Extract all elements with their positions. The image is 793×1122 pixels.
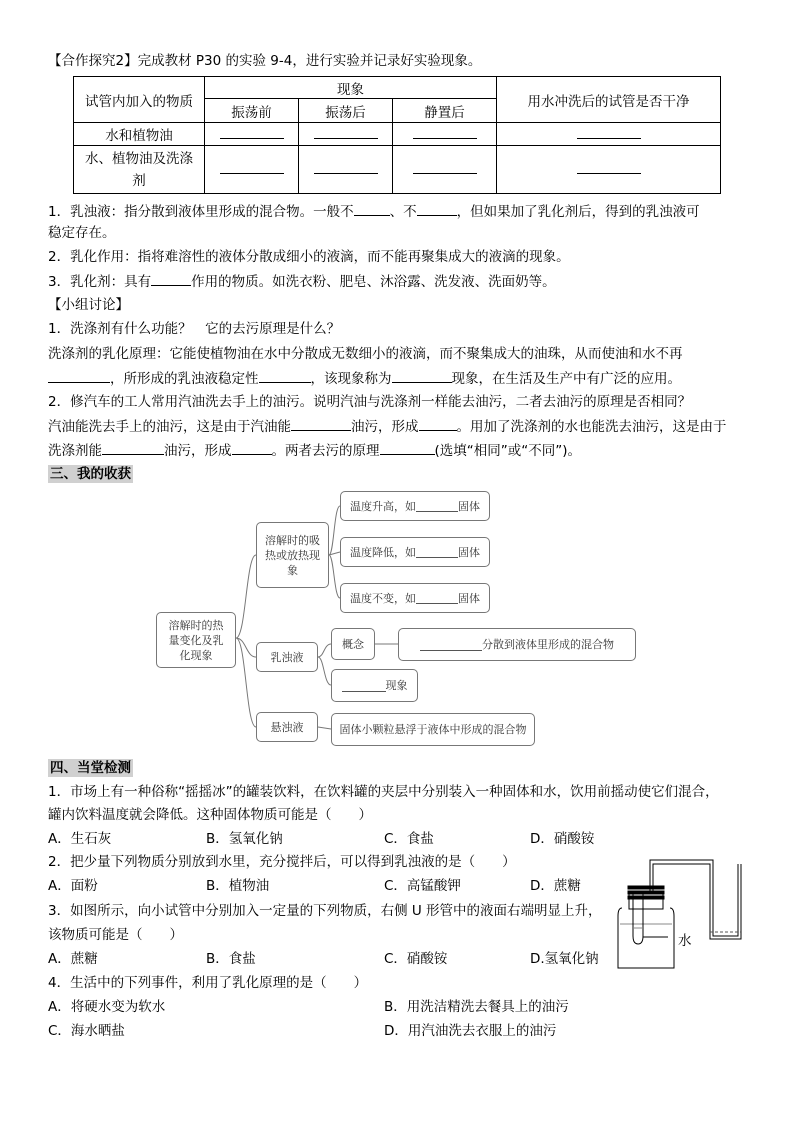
q3-option-d[interactable]: D.氢氧化钠 [530,951,599,967]
emulsifier-definition: 3．乳化剂：具有 作用的物质。如洗衣粉、肥皂、沐浴露、洗发液、洗面奶等。 [48,274,556,290]
table-header-substance: 试管内加入的物质 [74,77,205,123]
answer-blank[interactable] [420,639,482,651]
figure-label-water: 水 [678,933,692,949]
answer-blank[interactable] [416,592,458,604]
mindmap-root: 溶解时的热量变化及乳化现象 [156,612,236,668]
q2-option-c[interactable]: C．高锰酸钾 [384,878,461,894]
mindmap-node-heat: 溶解时的吸热或放热现象 [256,522,329,588]
section-test-title: 四、当堂检测 [50,760,131,776]
mindmap-leaf-temp-same: 温度不变，如 固体 [340,583,490,613]
section-harvest-title: 三、我的收获 [50,466,131,482]
table-header-before: 振荡前 [205,99,299,123]
mindmap-concept: 概念 [331,628,375,660]
q1-option-d[interactable]: D．硝酸铵 [530,831,595,847]
discussion-a1-cont: ，所形成的乳浊液稳定性 ，该现象称为 现象，在生活及生产中有广泛的应用。 [48,369,681,388]
q4-option-b[interactable]: B．用洗洁精洗去餐具上的油污 [384,999,569,1015]
mindmap-concept-definition: 分散到液体里形成的混合物 [398,628,636,661]
answer-blank[interactable] [416,546,458,558]
emulsion-definition: 1．乳浊液：指分散到液体里形成的混合物。一般不 、不 ，但如果加了乳化剂后，得到的乳浊液可 [48,204,700,220]
question-1: 1．市场上有一种俗称“摇摇冰”的罐装饮料，在饮料罐的夹层中分别装入一种固体和水，饮用前摇动使它们混合， [48,784,719,800]
discussion-title: 【小组讨论】 [48,297,129,313]
emulsion-definition-cont: 稳定存在。 [48,225,116,241]
question-3-cont: 该物质可能是（ ） [48,927,183,943]
mindmap-node-emulsion: 乳浊液 [256,642,318,672]
q1-option-a[interactable]: A．生石灰 [48,831,112,847]
q4-option-d[interactable]: D．用汽油洗去衣服上的油污 [384,1023,557,1039]
q3-option-b[interactable]: B．食盐 [206,951,256,967]
table-row-label-cont: 剂 [132,172,146,189]
table-header-still: 静置后 [393,99,497,123]
table-row-label: 水、植物油及洗涤 [85,150,193,167]
mindmap-node-suspension: 悬浊液 [256,712,318,742]
discussion-q2: 2．修汽车的工人常用汽油洗去手上的油污。说明汽油与洗涤剂一样能去油污，二者去油污的原理是否相同？ [48,394,692,410]
q2-option-b[interactable]: B．植物油 [206,878,270,894]
mindmap-leaf-temp-down: 温度降低，如 固体 [340,537,490,567]
mindmap-phenomenon: 现象 [331,669,418,702]
u-tube-apparatus-figure [612,856,752,976]
table-header-clean: 用水冲洗后的试管是否干净 [497,77,721,123]
q3-option-c[interactable]: C．硝酸铵 [384,951,448,967]
mindmap-leaf-temp-up: 温度升高，如 固体 [340,491,490,521]
discussion-a2-cont: 洗涤剂能 油污，形成 。两者去污的原理 (选填“相同”或“不同”)。 [48,443,582,459]
table-header-after: 振荡后 [299,99,393,123]
discussion-a1: 洗涤剂的乳化原理：它能使植物油在水中分散成无数细小的液滴，而不聚集成大的油珠，从而使油和水不再 [48,346,683,362]
question-2: 2．把少量下列物质分别放到水里，充分搅拌后，可以得到乳浊液的是（ ） [48,854,516,870]
table-header-phenomenon: 现象 [205,77,497,99]
question-1-cont: 罐内饮料温度就会降低。这种固体物质可能是（ ） [48,807,372,823]
q2-option-a[interactable]: A．面粉 [48,878,98,894]
q2-option-d[interactable]: D．蔗糖 [530,878,581,894]
q4-option-a[interactable]: A．将硬水变为软水 [48,999,166,1015]
question-4: 4．生活中的下列事件，利用了乳化原理的是（ ） [48,975,368,991]
table-row-label: 水和植物油 [74,123,205,146]
answer-blank[interactable] [342,680,386,692]
q1-option-b[interactable]: B．氢氧化钠 [206,831,283,847]
emulsification-definition: 2．乳化作用：指将难溶性的液体分散成细小的液滴，而不能再聚集成大的液滴的现象。 [48,249,570,265]
answer-blank[interactable] [416,500,458,512]
discussion-a2: 汽油能洗去手上的油污，这是由于汽油能 油污，形成 。用加了洗涤剂的水也能洗去油污，这是由于 [48,419,727,435]
q3-option-a[interactable]: A．蔗糖 [48,951,98,967]
discussion-q1: 1．洗涤剂有什么功能？ 它的去污原理是什么？ [48,321,341,337]
coop-intro: 【合作探究2】完成教材 P30 的实验 9-4，进行实验并记录好实验现象。 [48,53,482,69]
q4-option-c[interactable]: C．海水晒盐 [48,1023,125,1039]
mindmap-suspension-definition: 固体小颗粒悬浮于液体中形成的混合物 [331,713,535,746]
question-3: 3．如图所示，向小试管中分别加入一定量的下列物质，右侧 U 形管中的液面右端明显上升， [48,903,602,919]
q1-option-c[interactable]: C．食盐 [384,831,434,847]
